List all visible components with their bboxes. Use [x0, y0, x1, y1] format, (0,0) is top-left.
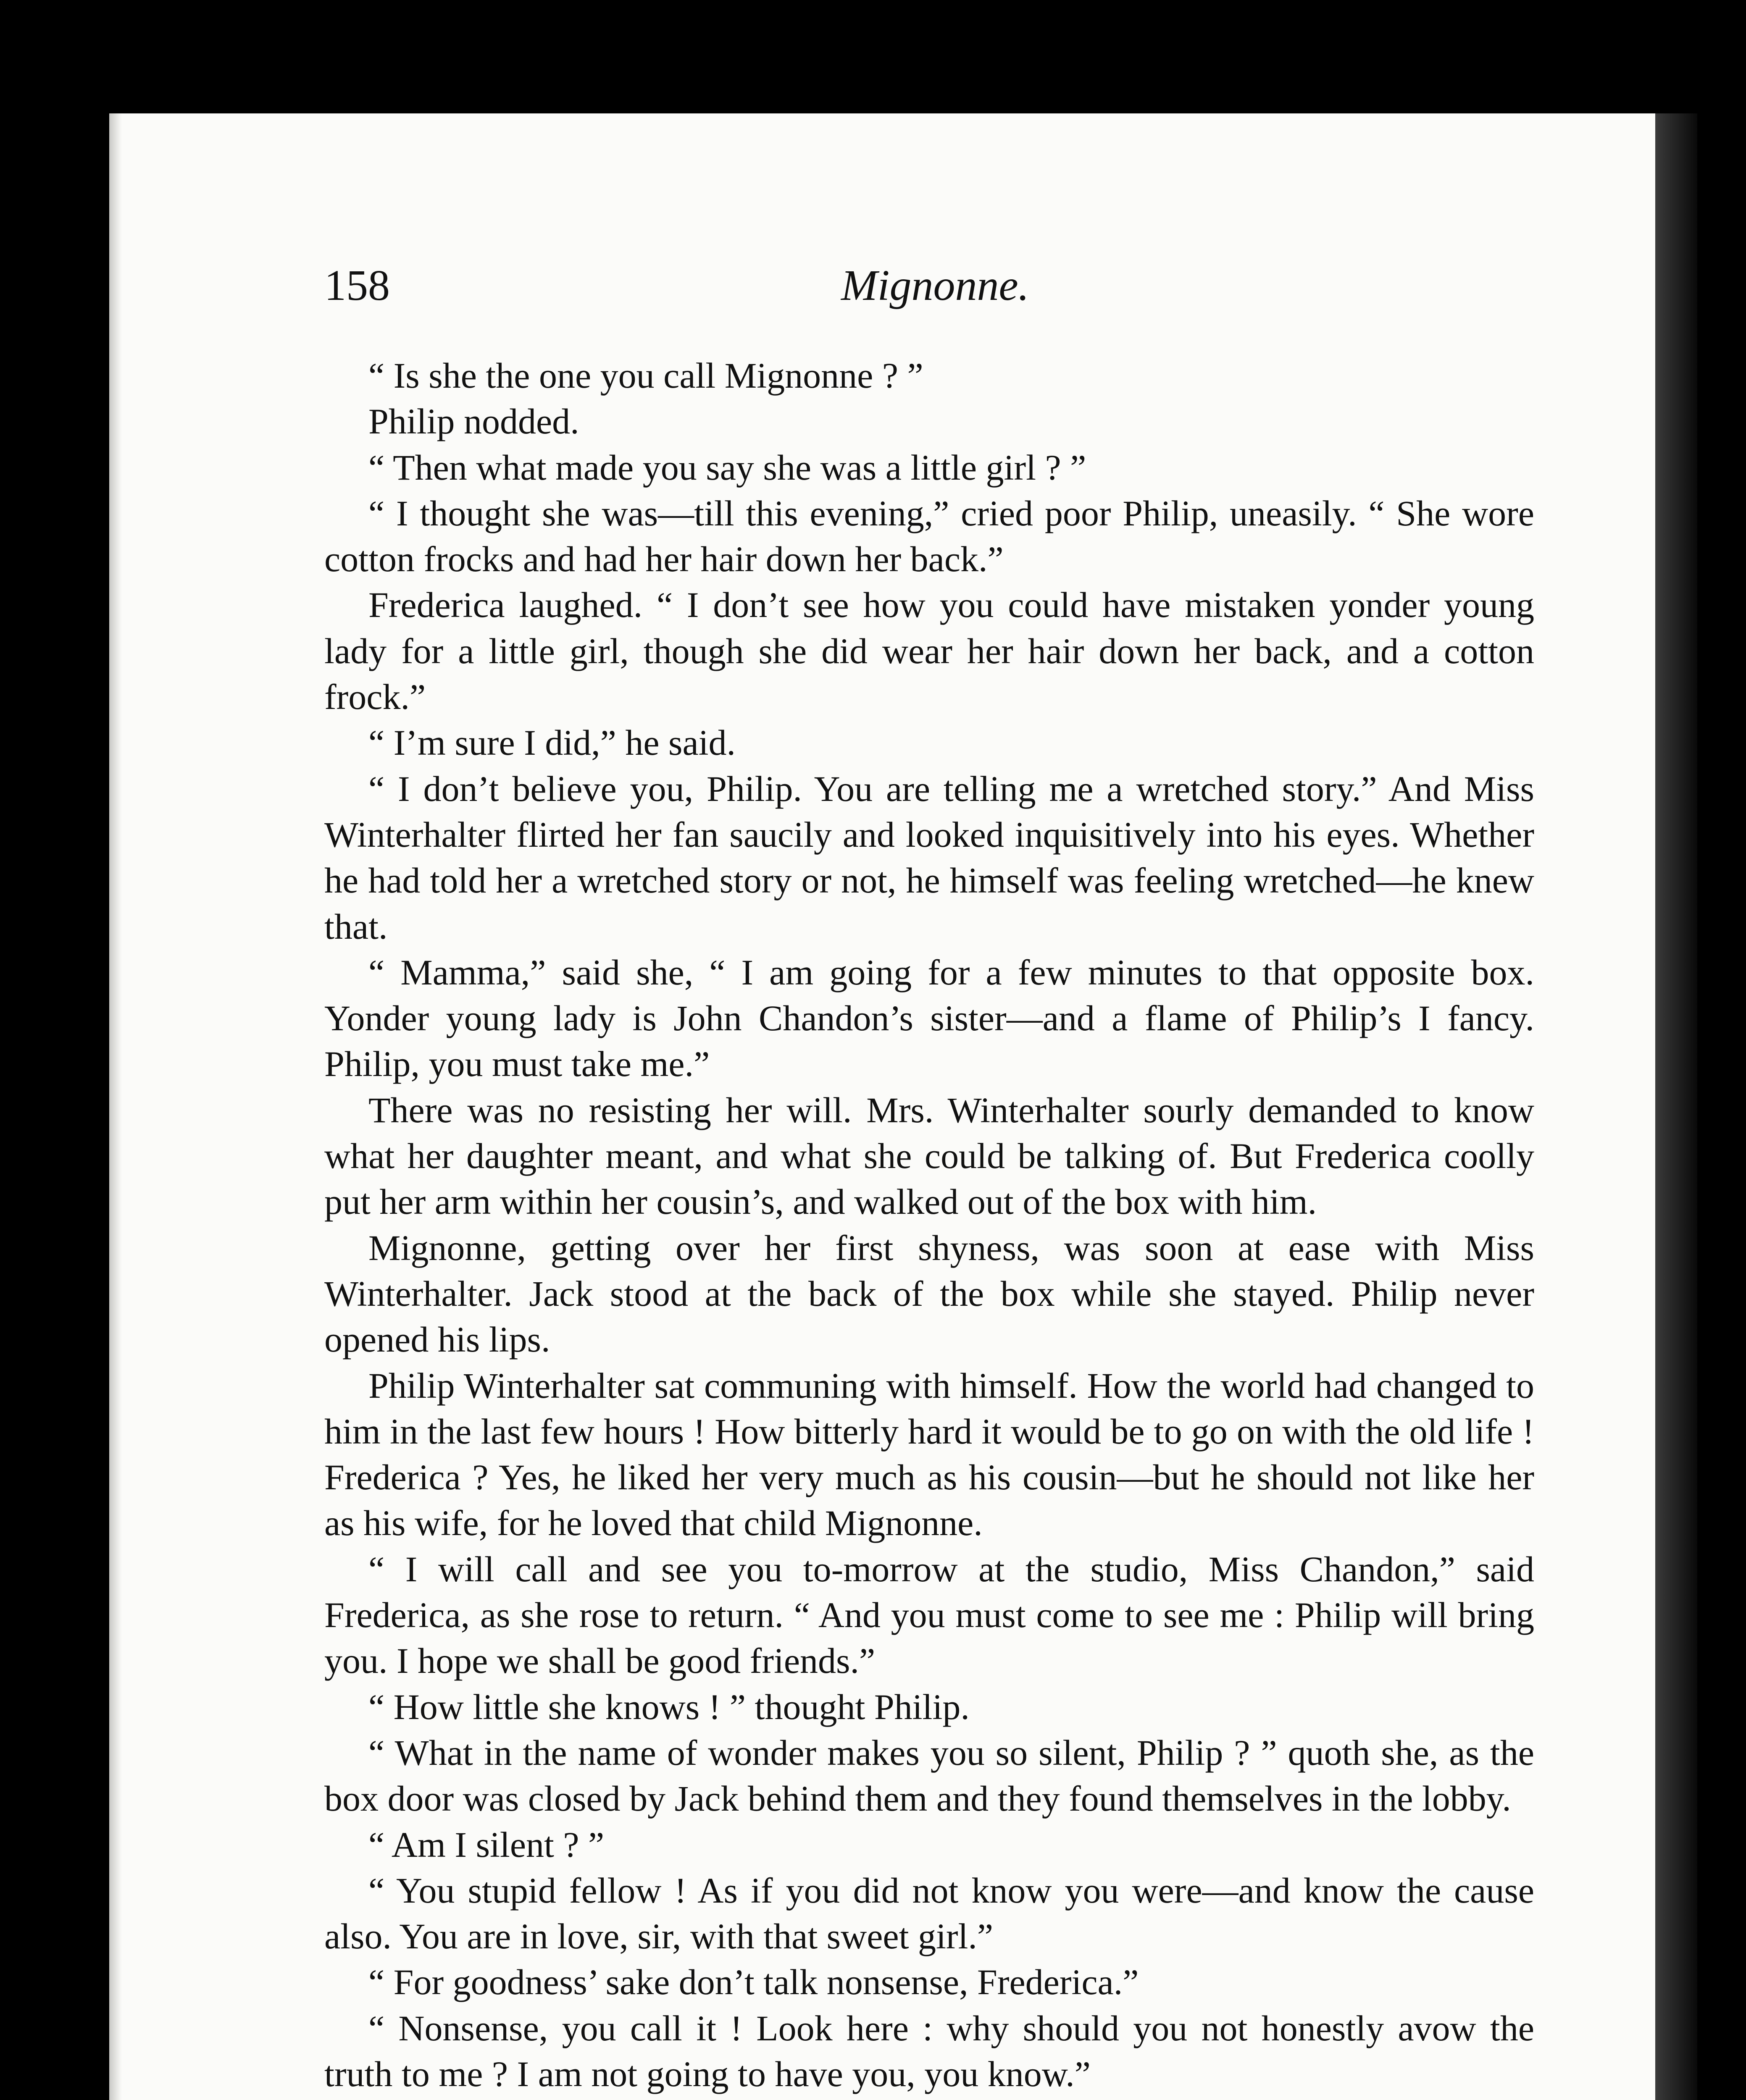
- paragraph: “ Am I silent ? ”: [368, 1824, 605, 1865]
- paragraph: “ I don’t believe you, Philip. You are telling me a wretched story.” And Miss Winterhalter flirted her fan saucily and looked inquisitively into his eyes. Whether he had told her a wretched story or not, he himself was feeling wretched—he knew that.: [324, 768, 1534, 947]
- page-number: 158: [324, 261, 390, 310]
- paragraph: “ Is she the one you call Mignonne ? ”: [368, 355, 923, 396]
- paragraph: [324, 2097, 1534, 2100]
- running-header: [324, 260, 1534, 315]
- body-text: [324, 353, 1534, 2100]
- paragraph: “ I thought she was—till this evening,” cried poor Philip, uneasily. “ She wore cotton frocks and had her hair down her back.”: [324, 493, 1534, 580]
- paragraph: “ How little she knows ! ” thought Philip.: [368, 1686, 970, 1727]
- paragraph: There was no resisting her will. Mrs. Winterhalter sourly demanded to know what her daughter meant, and what she could be talking of. But Frederica coolly put her arm within her cousin’s, and walked out of the box with him.: [324, 1089, 1534, 1222]
- paragraph: “ You stupid fellow ! As if you did not know you were—and know the cause also. You are in love, sir, with that sweet girl.”: [324, 1870, 1534, 1957]
- paragraph: Mignonne, getting over her first shyness, was soon at ease with Miss Winterhalter. Jack stood at the back of the box while she stayed. Philip never opened his lips.: [324, 1227, 1534, 1360]
- running-title: Mignonne.: [841, 261, 1029, 310]
- paragraph: Frederica laughed. “ I don’t see how you could have mistaken yonder young lady for a little girl, though she did wear her hair down her back, and a cotton frock.”: [324, 585, 1534, 717]
- paragraph: Philip Winterhalter sat communing with himself. How the world had changed to him in the last few hours ! How bitterly hard it would be to go on with the old life ! Frederica ? Yes, he liked her very much as his cousin—but he should not like her as his wife, for he loved that child Mignonne.: [324, 1365, 1534, 1544]
- paragraph: “ I’m sure I did,” he said.: [368, 722, 736, 763]
- paragraph: “ Mamma,” said she, “ I am going for a few minutes to that opposite box. Yonder young lady is John Chandon’s sister—and a flame of Philip’s I fancy. Philip, you must take me.”: [324, 952, 1534, 1084]
- paragraph: “ For goodness’ sake don’t talk nonsense, Frederica.”: [368, 1962, 1139, 2003]
- page-gutter-shadow: [109, 113, 122, 2100]
- paragraph: Philip nodded.: [368, 401, 579, 442]
- paragraph: “ What in the name of wonder makes you so silent, Philip ? ” quoth she, as the box door was closed by Jack behind them and they found themselves in the lobby.: [324, 1732, 1534, 1819]
- paragraph: “ I will call and see you to-morrow at the studio, Miss Chandon,” said Frederica, as she rose to return. “ And you must come to see me : Philip will bring you. I hope we shall be good friends.”: [324, 1549, 1534, 1681]
- page-edge: [1655, 113, 1697, 2100]
- paragraph: “ Nonsense, you call it ! Look here : why should you not honestly avow the truth to me ? I am not going to have you, you know.”: [324, 2008, 1534, 2094]
- paragraph: “ Then what made you say she was a little girl ? ”: [368, 447, 1086, 488]
